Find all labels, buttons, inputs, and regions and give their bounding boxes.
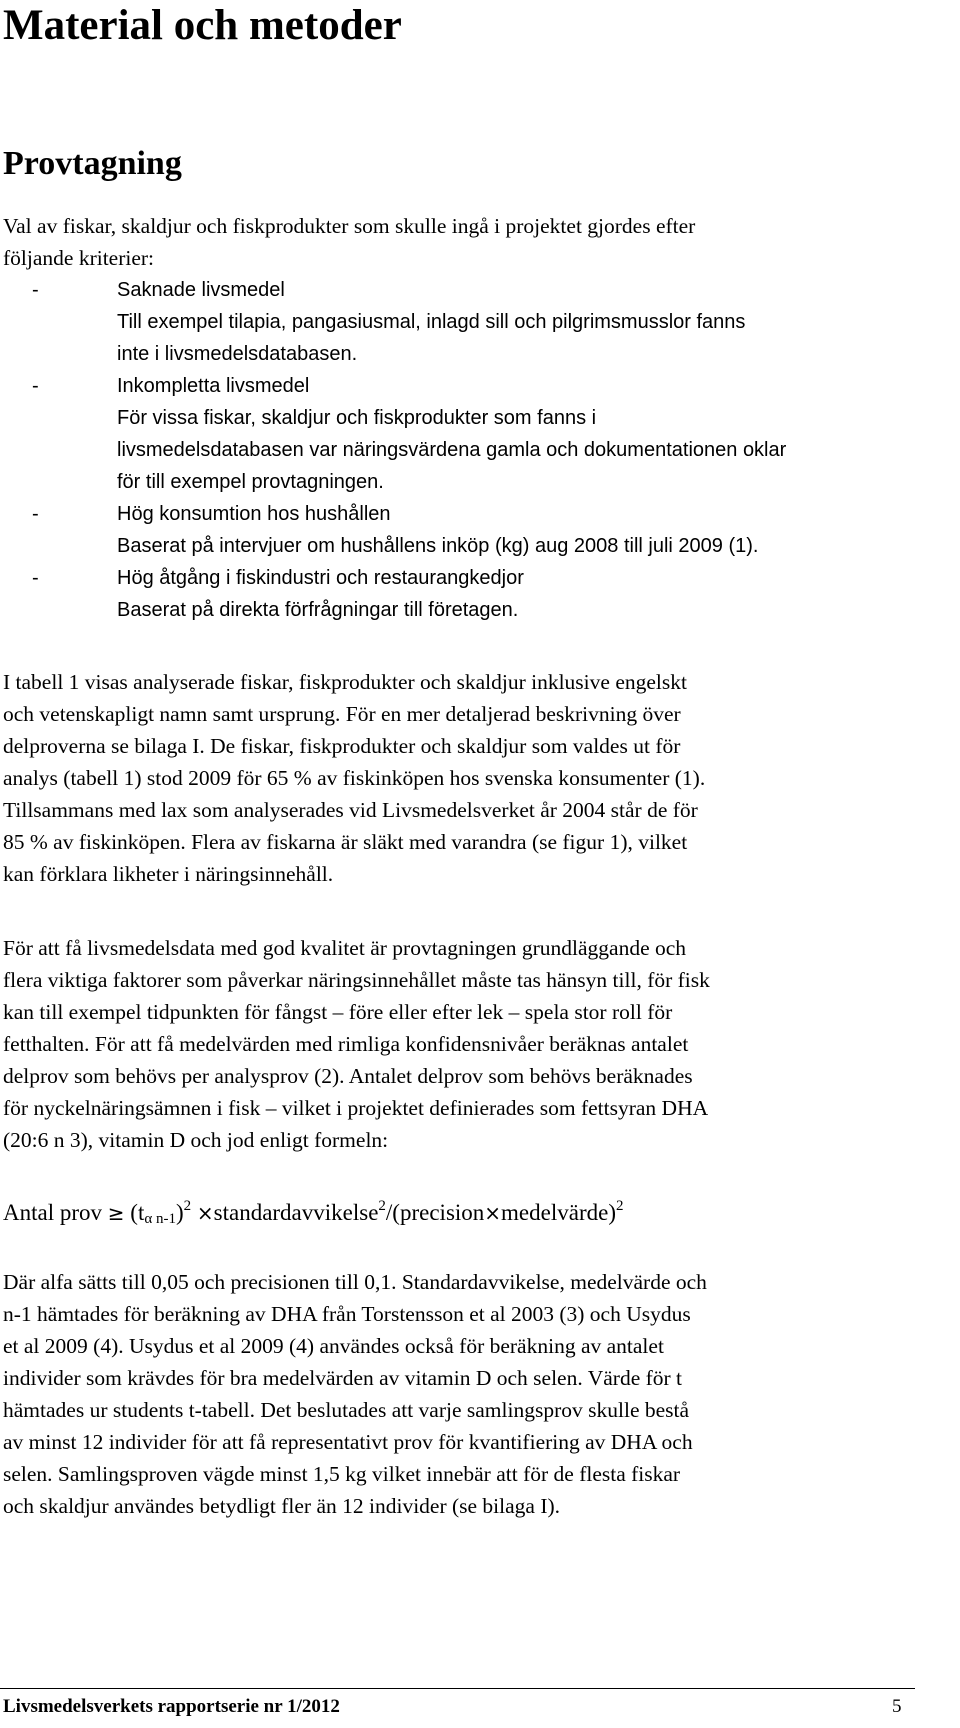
text-line: analys (tabell 1) stod 2009 för 65 % av fiskinköpen hos svenska konsumenter (1).: [3, 766, 706, 790]
section-heading: Provtagning: [3, 145, 182, 182]
list-item: - Hög åtgång i fiskindustri och restaurangkedjor: [32, 567, 524, 589]
formula-lhs: Antal prov: [3, 1200, 103, 1225]
text-line: 85 % av fiskinköpen. Flera av fiskarna är släkt med varandra (se figur 1), vilket: [3, 830, 688, 854]
formula-term: medelvärde): [501, 1200, 616, 1225]
text-line: kan förklara likheter i näringsinnehåll.: [3, 862, 334, 886]
intro-block: [3, 210, 953, 274]
text-line: flera viktiga faktorer som påverkar näringsinnehållet måste tas hänsyn till, för fisk: [3, 968, 710, 992]
times-symbol: ×: [484, 1201, 502, 1225]
list-item-desc: inte i livsmedelsdatabasen.: [117, 343, 358, 365]
text-line: För att få livsmedelsdata med god kvalitet är provtagningen grundläggande och: [3, 936, 687, 960]
sample-size-formula: [3, 1188, 623, 1237]
formula-subscript: α n-1: [144, 1211, 176, 1227]
text-line: delprov som behövs per analysprov (2). Antalet delprov som behövs beräknades: [3, 1064, 693, 1088]
list-item: - Saknade livsmedel: [32, 279, 285, 301]
list-item-desc: livsmedelsdatabasen var näringsvärdena gamla och dokumentationen oklar: [117, 439, 787, 461]
intro-line: följande kriterier:: [3, 246, 155, 270]
times-symbol: ×: [196, 1201, 214, 1225]
list-item-desc: för till exempel provtagningen.: [117, 471, 384, 493]
list-item-desc: För vissa fiskar, skaldjur och fiskprodukter som fanns i: [117, 407, 597, 429]
text-line: för nyckelnäringsämnen i fisk – vilket i projektet definierades som fettsyran DHA: [3, 1096, 709, 1120]
criteria-list: [32, 274, 960, 626]
text-line: hämtades ur students t-tabell. Det beslutades att varje samlingsprov skulle bestå: [3, 1398, 690, 1422]
formula-exponent: 2: [183, 1198, 192, 1214]
text-line: et al 2009 (4). Usydus et al 2009 (4) användes också för beräkning av antalet: [3, 1334, 664, 1358]
footer-series: Livsmedelsverkets rapportserie nr 1/2012: [3, 1696, 340, 1717]
text-line: selen. Samlingsproven vägde minst 1,5 kg vilket innebär att för de flesta fiskar: [3, 1462, 681, 1486]
footer-divider: [0, 1688, 915, 1689]
text-line: Där alfa sätts till 0,05 och precisionen till 0,1. Standardavvikelse, medelvärde och: [3, 1270, 707, 1294]
text-line: och vetenskapligt namn samt ursprung. För en mer detaljerad beskrivning över: [3, 702, 681, 726]
text-line: delproverna se bilaga I. De fiskar, fiskprodukter och skaldjur som valdes ut för: [3, 734, 681, 758]
text-line: av minst 12 individer för att få representativt prov för kvantifiering av DHA och: [3, 1430, 693, 1454]
paragraph-1: [3, 666, 953, 890]
formula-term: standardavvikelse: [213, 1200, 379, 1225]
formula-close: ): [175, 1200, 184, 1225]
intro-line: Val av fiskar, skaldjur och fiskprodukter som skulle ingå i projektet gjordes efter: [3, 214, 696, 238]
text-line: I tabell 1 visas analyserade fiskar, fiskprodukter och skaldjur inklusive engelskt: [3, 670, 687, 694]
page-title: Material och metoder: [3, 2, 402, 49]
formula-divisor: /(precision: [385, 1200, 485, 1225]
geq-symbol: ≥: [107, 1201, 125, 1225]
list-item-desc: Till exempel tilapia, pangasiusmal, inlagd sill och pilgrimsmusslor fanns: [117, 311, 746, 333]
list-item: - Inkompletta livsmedel: [32, 375, 310, 397]
formula-t: (t: [130, 1200, 145, 1225]
text-line: n-1 hämtades för beräkning av DHA från Torstensson et al 2003 (3) och Usydus: [3, 1302, 691, 1326]
text-line: individer som krävdes för bra medelvärden av vitamin D och selen. Värde för t: [3, 1366, 683, 1390]
text-line: och skaldjur användes betydligt fler än 12 individer (se bilaga I).: [3, 1494, 561, 1518]
formula-exponent: 2: [378, 1198, 386, 1214]
list-item-desc: Baserat på direkta förfrågningar till företagen.: [117, 599, 519, 621]
list-item-desc: Baserat på intervjuer om hushållens inköp (kg) aug 2008 till juli 2009 (1).: [117, 535, 759, 557]
text-line: kan till exempel tidpunkten för fångst – före eller efter lek – spela stor roll för: [3, 1000, 673, 1024]
text-line: fetthalten. För att få medelvärden med rimliga konfidensnivåer beräknas antalet: [3, 1032, 689, 1056]
text-line: (20:6 n 3), vitamin D och jod enligt formeln:: [3, 1128, 389, 1152]
page-number: 5: [892, 1696, 902, 1717]
text-line: Tillsammans med lax som analyserades vid Livsmedelsverket år 2004 står de för: [3, 798, 698, 822]
paragraph-3: [3, 1266, 953, 1522]
list-item: - Hög konsumtion hos hushållen: [32, 503, 391, 525]
formula-exponent: 2: [615, 1198, 624, 1214]
paragraph-2: [3, 932, 953, 1156]
